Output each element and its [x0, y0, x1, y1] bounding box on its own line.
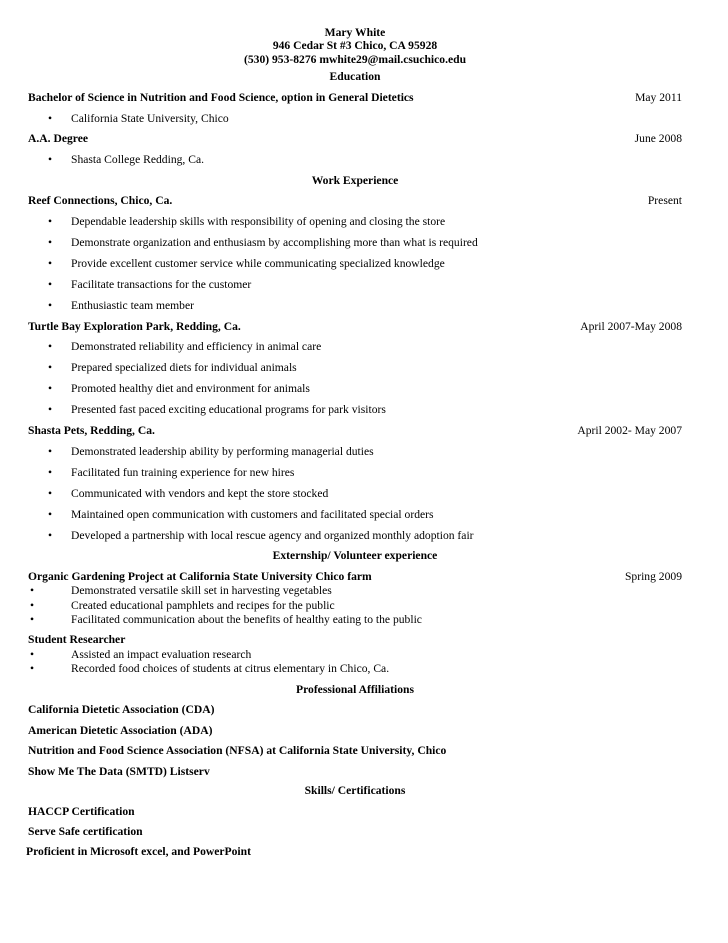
externship-researcher-title: Student Researcher [28, 633, 126, 646]
bullet-icon: • [48, 153, 53, 166]
bullet-icon: • [48, 112, 53, 125]
externship-heading: Externship/ Volunteer experience [272, 549, 438, 562]
work-reef-title: Reef Connections, Chico, Ca. [28, 194, 173, 207]
bullet-icon: • [48, 487, 53, 500]
education-degree-school: California State University, Chico [71, 112, 229, 125]
education-aa-title: A.A. Degree [28, 132, 88, 145]
work-reef-date: Present [647, 194, 682, 207]
list-item: Enthusiastic team member [71, 299, 194, 312]
resume-name: Mary White [324, 26, 386, 39]
education-aa-date: June 2008 [634, 132, 682, 145]
list-item: Facilitated fun training experience for new hires [71, 466, 295, 479]
list-item: Demonstrated versatile skill set in harvesting vegetables [71, 584, 332, 597]
bullet-icon: • [48, 361, 53, 374]
education-degree-title: Bachelor of Science in Nutrition and Food Science, option in General Dietetics [28, 91, 414, 104]
list-item: Developed a partnership with local rescue agency and organized monthly adoption fair [71, 529, 474, 542]
work-shastapets-title: Shasta Pets, Redding, Ca. [28, 424, 155, 437]
bullet-icon: • [48, 257, 53, 270]
list-item: Facilitated communication about the benefits of healthy eating to the public [71, 613, 422, 626]
education-degree-date: May 2011 [635, 91, 682, 104]
externship-garden-title: Organic Gardening Project at California State University Chico farm [28, 570, 372, 583]
skills-heading: Skills/ Certifications [304, 784, 406, 797]
list-item: Demonstrated leadership ability by performing managerial duties [71, 445, 374, 458]
list-item: HACCP Certification [28, 805, 135, 818]
list-item: Assisted an impact evaluation research [71, 648, 252, 661]
list-item: Created educational pamphlets and recipes for the public [71, 599, 335, 612]
list-item: Serve Safe certification [28, 825, 143, 838]
bullet-icon: • [30, 662, 35, 675]
list-item: Maintained open communication with customers and facilitated special orders [71, 508, 434, 521]
list-item: Facilitate transactions for the customer [71, 278, 252, 291]
work-shastapets-date: April 2002- May 2007 [577, 424, 682, 437]
list-item: California Dietetic Association (CDA) [28, 703, 215, 716]
list-item: Presented fast paced exciting educational programs for park visitors [71, 403, 386, 416]
work-turtlebay-date: April 2007-May 2008 [580, 320, 682, 333]
bullet-icon: • [48, 299, 53, 312]
list-item: Demonstrated reliability and efficiency in animal care [71, 340, 322, 353]
list-item: Promoted healthy diet and environment for animals [71, 382, 310, 395]
bullet-icon: • [48, 382, 53, 395]
resume-contact: (530) 953-8276 mwhite29@mail.csuchico.edu [243, 53, 467, 66]
bullet-icon: • [48, 508, 53, 521]
bullet-icon: • [48, 215, 53, 228]
list-item: Demonstrate organization and enthusiasm by accomplishing more than what is required [71, 236, 478, 249]
bullet-icon: • [48, 529, 53, 542]
bullet-icon: • [48, 236, 53, 249]
bullet-icon: • [30, 613, 35, 626]
list-item: Communicated with vendors and kept the store stocked [71, 487, 329, 500]
bullet-icon: • [30, 584, 35, 597]
list-item: Dependable leadership skills with responsibility of opening and closing the store [71, 215, 446, 228]
education-aa-school: Shasta College Redding, Ca. [71, 153, 204, 166]
externship-garden-date: Spring 2009 [624, 570, 682, 583]
list-item: Provide excellent customer service while communicating specialized knowledge [71, 257, 445, 270]
list-item: American Dietetic Association (ADA) [28, 724, 213, 737]
work-turtlebay-title: Turtle Bay Exploration Park, Redding, Ca. [28, 320, 241, 333]
education-heading: Education [329, 70, 381, 83]
affiliations-heading: Professional Affiliations [296, 683, 414, 696]
bullet-icon: • [48, 340, 53, 353]
resume-address: 946 Cedar St #3 Chico, CA 95928 [272, 39, 438, 52]
bullet-icon: • [48, 278, 53, 291]
list-item: Proficient in Microsoft excel, and PowerPoint [26, 845, 251, 858]
bullet-icon: • [30, 648, 35, 661]
list-item: Prepared specialized diets for individual animals [71, 361, 297, 374]
bullet-icon: • [48, 466, 53, 479]
bullet-icon: • [48, 403, 53, 416]
bullet-icon: • [30, 599, 35, 612]
work-heading: Work Experience [311, 174, 399, 187]
list-item: Show Me The Data (SMTD) Listserv [28, 765, 210, 778]
bullet-icon: • [48, 445, 53, 458]
list-item: Nutrition and Food Science Association (NFSA) at California State University, Chico [28, 744, 447, 757]
list-item: Recorded food choices of students at citrus elementary in Chico, Ca. [71, 662, 390, 675]
